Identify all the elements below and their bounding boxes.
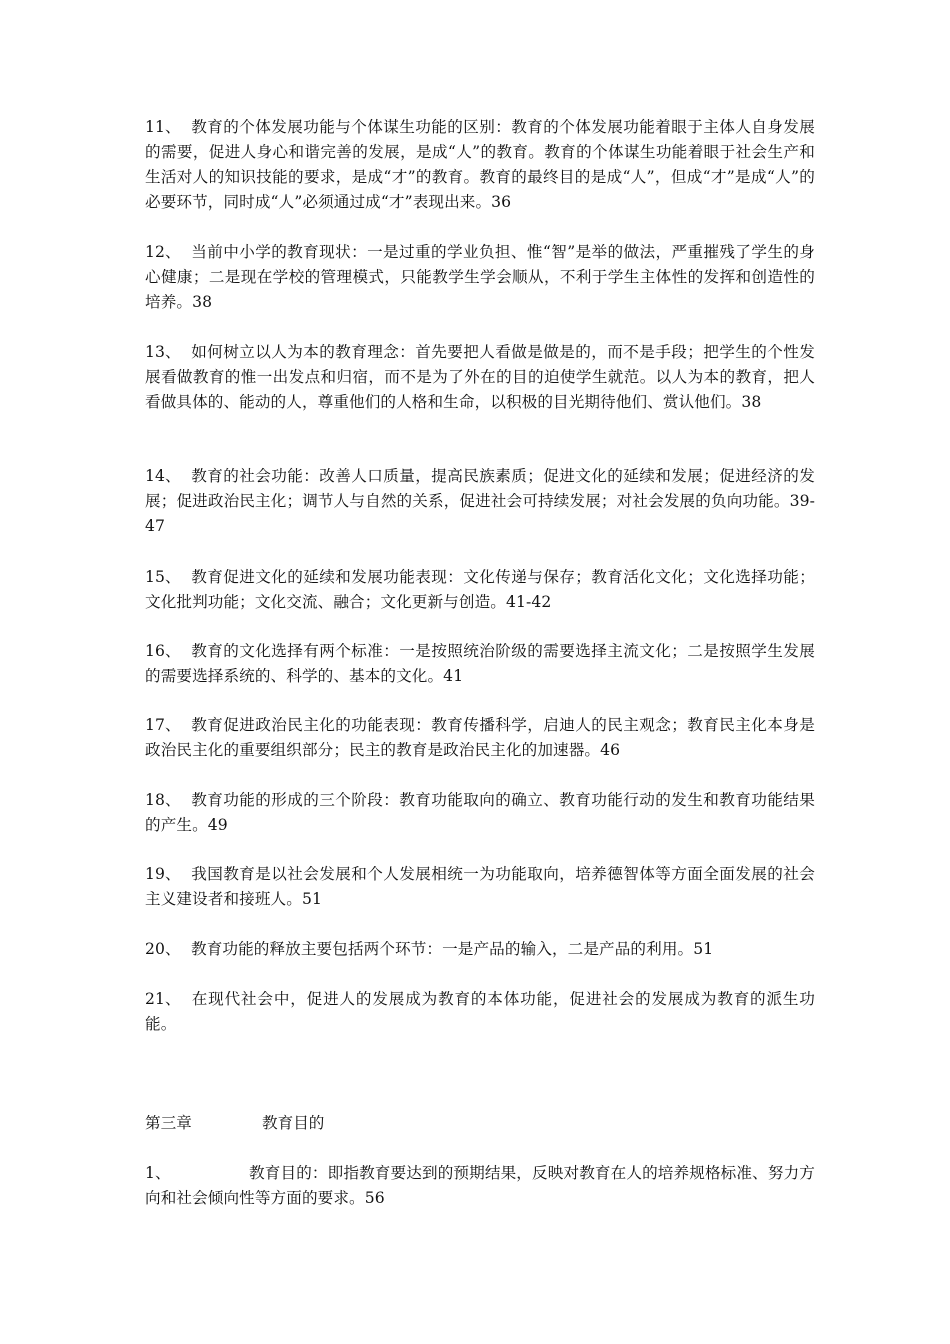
item-number: 19、: [145, 865, 181, 883]
item-number: 11、: [145, 118, 181, 136]
item-text: 教育的个体发展功能与个体谋生功能的区别：教育的个体发展功能着眼于主体人自身发展的需要，促进人身心和谐完善的发展，是成“人”的教育。教育的个体谋生功能着眼于社会生产和生活对人的知识技能的要求，是成“才”的教育。教育的最终目的是成“人”，但成“才”是成“人”的必要环节，同时成“人”必须通过成“才”表现出来。36: [145, 118, 815, 211]
paragraph-item-17: [145, 713, 815, 763]
paragraph-item-12: [145, 240, 815, 315]
item-number: 17、: [145, 716, 181, 734]
item-text: 教育促进政治民主化的功能表现：教育传播科学，启迪人的民主观念；教育民主化本身是政治民主化的重要组织部分；民主的教育是政治民主化的加速器。46: [145, 716, 815, 759]
paragraph-item-15: [145, 565, 815, 615]
item-number: 20、: [145, 940, 181, 958]
paragraph-item-16: [145, 639, 815, 689]
paragraph-item-14: [145, 464, 815, 539]
paragraph-chapter-item-1: [145, 1161, 815, 1211]
paragraph-item-20: [145, 937, 815, 962]
paragraph-item-13: [145, 340, 815, 415]
item-text: 教育功能的释放主要包括两个环节：一是产品的输入，二是产品的利用。51: [191, 940, 714, 958]
chapter-number: 第三章: [145, 1114, 192, 1132]
item-text: 如何树立以人为本的教育理念：首先要把人看做是做是的，而不是手段；把学生的个性发展看做教育的惟一出发点和归宿，而不是为了外在的目的迫使学生就范。以人为本的教育，把人看做具体的、能动的人，尊重他们的人格和生命，以积极的目光期待他们、赏认他们。38: [145, 343, 815, 411]
chapter-title: 教育目的: [262, 1114, 325, 1132]
item-number: 14、: [145, 467, 181, 485]
paragraph-item-11: [145, 115, 815, 215]
item-number: 13、: [145, 343, 181, 361]
item-text: 教育功能的形成的三个阶段：教育功能取向的确立、教育功能行动的发生和教育功能结果的产生。49: [145, 791, 815, 834]
item-number: 12、: [145, 243, 181, 261]
item-text: 我国教育是以社会发展和个人发展相统一为功能取向，培养德智体等方面全面发展的社会主义建设者和接班人。51: [145, 865, 815, 908]
item-number: 15、: [145, 568, 181, 586]
paragraph-item-21: [145, 987, 815, 1037]
item-text: 教育的社会功能：改善人口质量，提高民族素质；促进文化的延续和发展；促进经济的发展；促进政治民主化；调节人与自然的关系，促进社会可持续发展；对社会发展的负向功能。39-47: [145, 467, 815, 535]
paragraph-item-19: [145, 862, 815, 912]
item-number: 1、: [145, 1164, 171, 1182]
item-text: 当前中小学的教育现状：一是过重的学业负担、惟“智”是举的做法，严重摧残了学生的身心健康；二是现在学校的管理模式，只能教学生学会顺从，不利于学生主体性的发挥和创造性的培养。38: [145, 243, 815, 311]
item-text: 教育的文化选择有两个标准：一是按照统治阶级的需要选择主流文化；二是按照学生发展的需要选择系统的、科学的、基本的文化。41: [145, 642, 815, 685]
item-number: 21、: [145, 990, 181, 1008]
item-text: 教育促进文化的延续和发展功能表现：文化传递与保存；教育活化文化；文化选择功能；文化批判功能；文化交流、融合；文化更新与创造。41-42: [145, 568, 815, 611]
item-text: 在现代社会中，促进人的发展成为教育的本体功能，促进社会的发展成为教育的派生功能。: [145, 990, 815, 1033]
paragraph-item-18: [145, 788, 815, 838]
item-text: 教育目的：即指教育要达到的预期结果，反映对教育在人的培养规格标准、努力方向和社会倾向性等方面的要求。56: [145, 1164, 815, 1207]
item-number: 18、: [145, 791, 181, 809]
item-number: 16、: [145, 642, 181, 660]
chapter-heading: [145, 1111, 324, 1136]
